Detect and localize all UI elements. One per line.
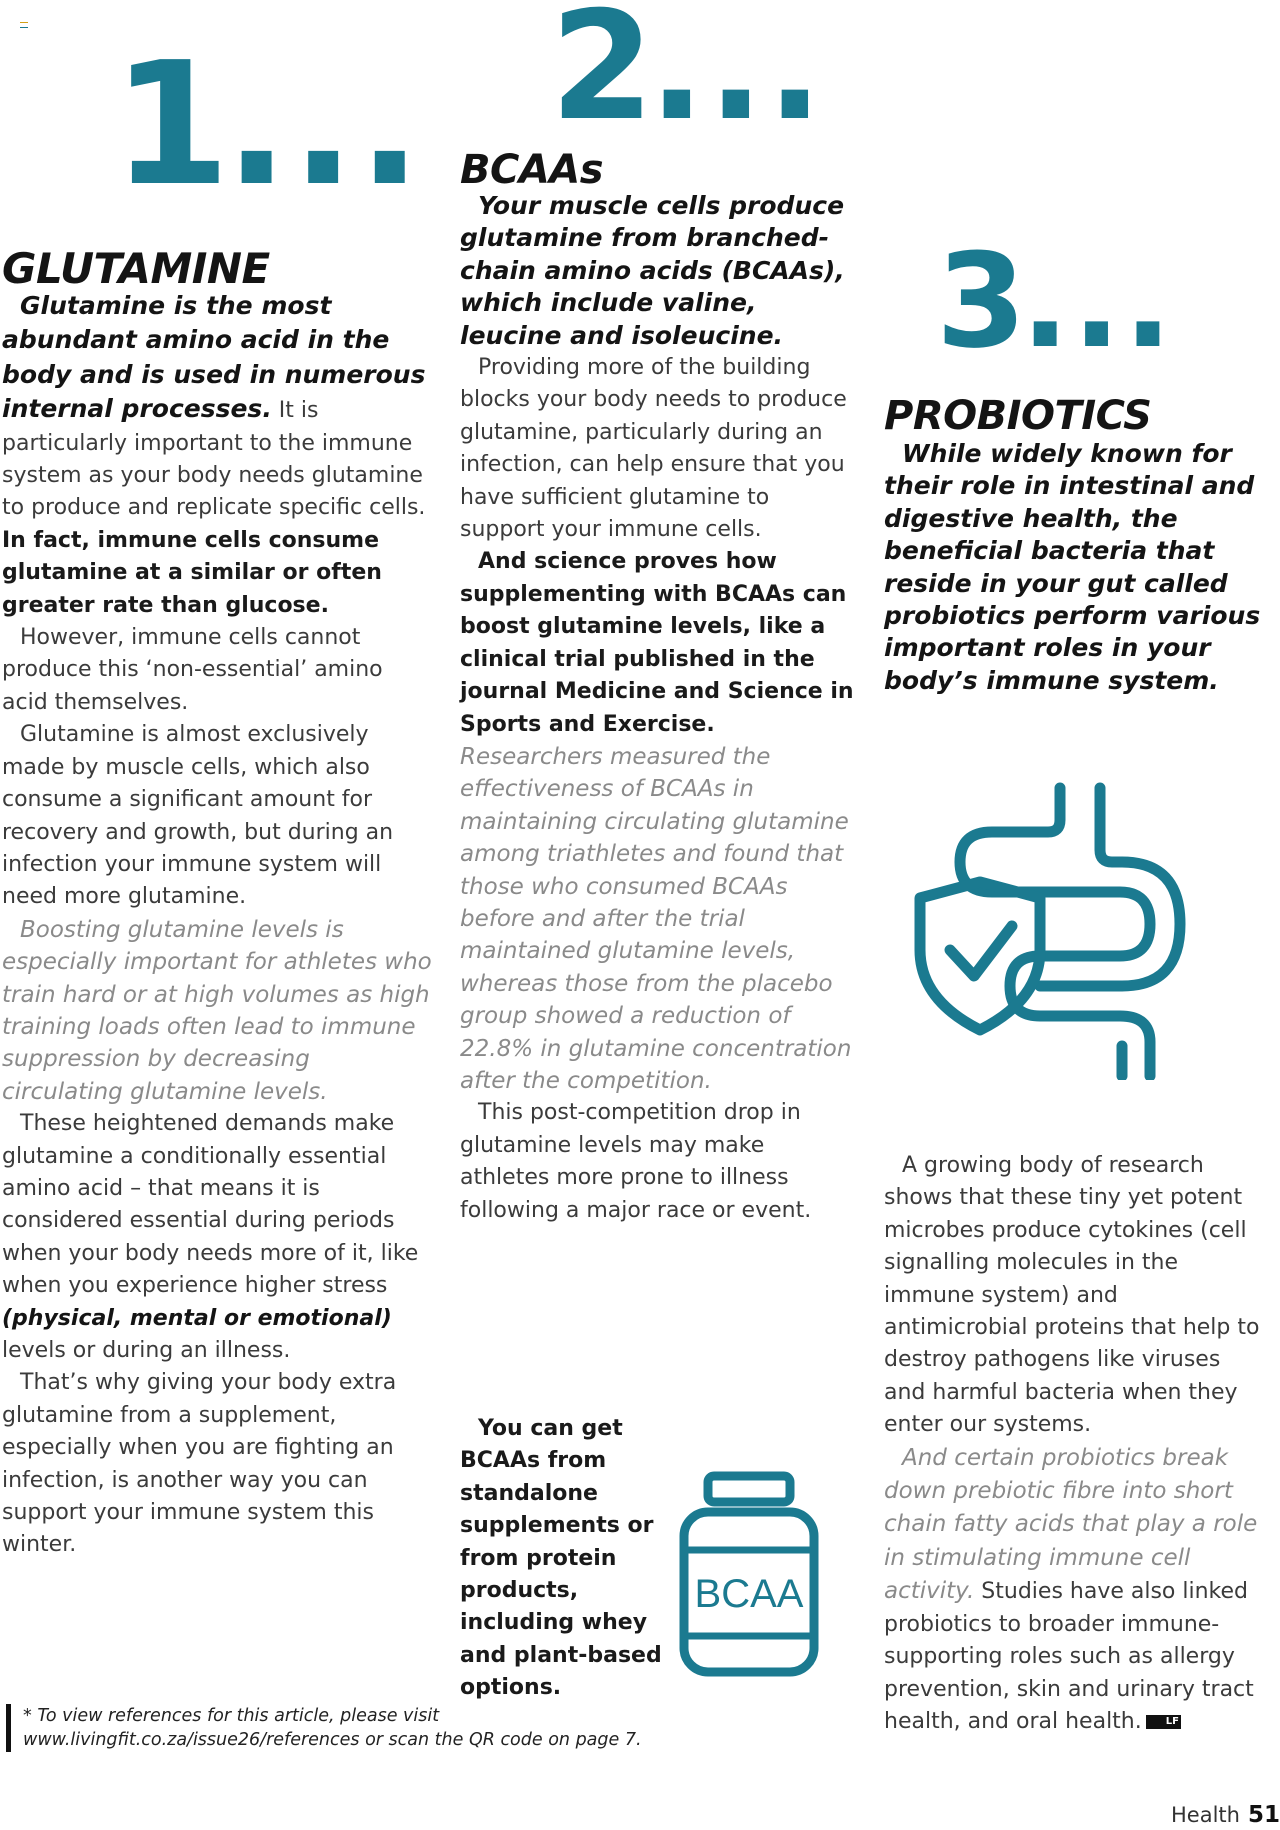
bcaas-heading: BCAAs bbox=[460, 147, 604, 193]
references-link[interactable]: www.livingfit.co.za/issue26/references or scan the QR code on page 7. bbox=[23, 1730, 642, 1750]
shield-check bbox=[950, 926, 1012, 976]
lf-end-mark: LF bbox=[1146, 1715, 1181, 1729]
bcaas-p2: And science proves how supplementing with BCAAs can boost glutamine levels, like a clinical trial published in the journal Medicine and Science in Sports and Exercise. bbox=[460, 549, 854, 737]
footer-section: Health bbox=[1171, 1803, 1240, 1827]
references-line-1: * To view references for this article, please visit bbox=[23, 1706, 440, 1726]
glutamine-p4-emph: (physical, mental or emotional) bbox=[2, 1305, 392, 1331]
references-note bbox=[6, 1704, 663, 1752]
glutamine-p4-end: levels or during an illness. bbox=[2, 1338, 291, 1363]
section-number-1 bbox=[112, 26, 425, 224]
probiotics-lede-block bbox=[884, 438, 1264, 697]
glutamine-heading: GLUTAMINE bbox=[2, 244, 270, 293]
glutamine-lede: Glutamine is the most abundant amino acid in the body and is used in numerous internal processes. bbox=[2, 291, 426, 424]
number-digit: 3 bbox=[936, 225, 1021, 377]
glutamine-body bbox=[2, 290, 432, 1562]
bcaas-p1: Providing more of the building blocks your body needs to produce glutamine, particularly during an infection, can help ensure that you have sufficient glutamine to support your immune cells. bbox=[460, 355, 847, 543]
jar-lid bbox=[708, 1476, 790, 1502]
probiotics-p1: A growing body of research shows that these tiny yet potent microbes produce cytokines (cell signalling molecules in the immune system) and antimicrobial proteins that help to destroy pathogens like viruses and harmful bacteria when they enter our systems. bbox=[884, 1153, 1260, 1438]
bcaas-p3: This post-competition drop in glutamine levels may make athletes more prone to illness following a major race or event. bbox=[460, 1100, 812, 1223]
gut-shield-icon bbox=[900, 780, 1190, 1080]
probiotics-lede: While widely known for their role in intestinal and digestive health, the beneficial bacteria that reside in your gut called probiotics perform various important roles in your body’s immune system. bbox=[884, 439, 1261, 695]
jar-label-text: BCAA bbox=[694, 1572, 804, 1616]
page-number: 51 bbox=[1247, 1802, 1280, 1828]
probiotics-pullquote: And certain probiotics break down prebiotic fibre into short chain fatty acids that play a role in stimulating immune cell activity. bbox=[884, 1444, 1258, 1605]
bcaas-body bbox=[460, 190, 860, 1227]
section-number-3 bbox=[936, 225, 1175, 377]
glutamine-p3: Glutamine is almost exclusively made by muscle cells, which also consume a significant amount for recovery and growth, but during an infection your immune system will need more glutamine. bbox=[2, 722, 394, 910]
glutamine-p1-bold: In fact, immune cells consume glutamine at a similar or often greater rate than glucose. bbox=[2, 527, 382, 618]
page-footer bbox=[1171, 1802, 1280, 1828]
glutamine-p2: However, immune cells cannot produce this ‘non-essential’ amino acid themselves. bbox=[2, 625, 383, 715]
number-digit: 1 bbox=[112, 26, 225, 224]
section-number-2 bbox=[550, 0, 826, 154]
glutamine-p1-rest: It is particularly important to the immune system as your body needs glutamine to produce and replicate specific cells. bbox=[2, 398, 426, 521]
intestine-upper bbox=[960, 788, 1150, 956]
glutamine-p5: That’s why giving your body extra glutamine from a supplement, especially when you are fighting an infection, is another way you can support your immune system this winter. bbox=[2, 1370, 397, 1558]
bcaas-lede: Your muscle cells produce glutamine from branched-chain amino acids (BCAAs), which include valine, leucine and isoleucine. bbox=[460, 191, 845, 350]
bcaas-p4: You can get BCAAs from standalone supplements or from protein products, including whey and plant-based options. bbox=[460, 1416, 662, 1701]
number-dots: ... bbox=[1020, 225, 1175, 377]
number-digit: 2 bbox=[550, 0, 649, 154]
glutamine-pullquote: Boosting glutamine levels is especially important for athletes who train hard or at high volumes as high training loads often lead to immune suppression by decreasing circulating glutamine levels. bbox=[2, 916, 432, 1105]
corner-mark bbox=[20, 22, 28, 28]
bcaas-pullquote: Researchers measured the effectiveness of BCAAs in maintaining circulating glutamine among triathletes and found that those who consumed BCAAs before and after the trial maintained glutamine levels, whereas those from the placebo group showed a reduction of 22.8% in glutamine concentration after the competition. bbox=[460, 743, 852, 1094]
number-dots: ... bbox=[648, 0, 826, 154]
probiotics-heading: PROBIOTICS bbox=[884, 393, 1152, 439]
glutamine-p4-start: These heightened demands make glutamine a conditionally essential amino acid – that means it is considered essential during periods when your body needs more of it, like when you experience higher stress bbox=[2, 1111, 419, 1299]
probiotics-p2: Studies have also linked probiotics to broader immune-supporting roles such as allergy prevention, skin and urinary tract health, and oral health. bbox=[884, 1579, 1254, 1734]
bcaas-tail bbox=[460, 1413, 670, 1705]
number-dots: ... bbox=[224, 26, 425, 224]
probiotics-body bbox=[884, 1150, 1264, 1738]
bcaa-jar-icon bbox=[674, 1468, 824, 1678]
